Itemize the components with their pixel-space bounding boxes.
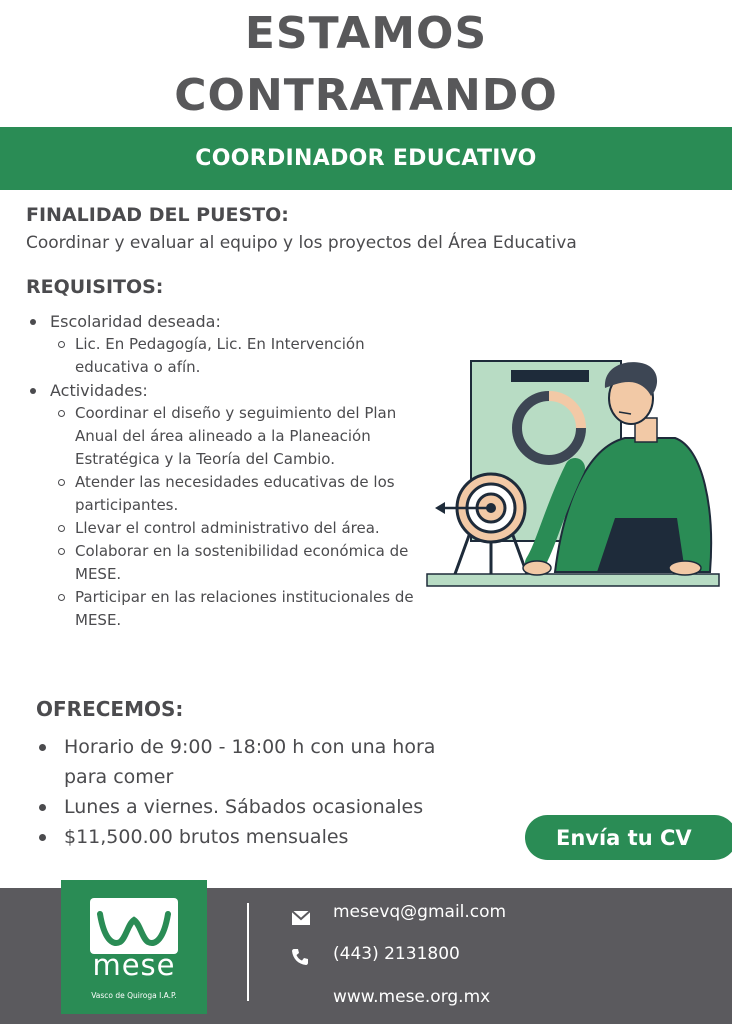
envelope-icon bbox=[291, 910, 311, 926]
logo-wordmark: mese bbox=[92, 948, 176, 982]
send-cv-button[interactable]: Envía tu CV bbox=[525, 815, 732, 860]
list-item: Coordinar el diseño y seguimiento del Plan Anual del área alineado a la Planeación Estratégica y la Teoría del Cambio. bbox=[26, 402, 426, 471]
mese-logo bbox=[61, 880, 207, 1014]
footer-divider bbox=[247, 903, 249, 1001]
headline-line-1: ESTAMOS bbox=[244, 8, 488, 59]
requirements-list bbox=[26, 310, 426, 632]
list-item: Horario de 9:00 - 18:00 h con una hora para comer bbox=[36, 732, 456, 792]
list-item: Atender las necesidades educativas de los participantes. bbox=[26, 471, 426, 517]
position-title: COORDINADOR EDUCATIVO bbox=[195, 146, 537, 171]
list-item: Colaborar en la sostenibilidad económica de MESE. bbox=[26, 540, 426, 586]
presentation-illustration bbox=[425, 358, 725, 590]
phone-icon bbox=[291, 948, 309, 966]
email-link[interactable]: mesevq@gmail.com bbox=[333, 902, 507, 922]
mese-logo-mark bbox=[90, 898, 178, 954]
list-item: Lic. En Pedagogía, Lic. En Intervención educativa o afín. bbox=[26, 333, 426, 379]
offer-heading: OFRECEMOS: bbox=[36, 697, 184, 721]
purpose-text: Coordinar y evaluar al equipo y los proyectos del Área Educativa bbox=[26, 233, 577, 253]
list-item: Llevar el control administrativo del área. bbox=[26, 517, 426, 540]
requirements-heading: REQUISITOS: bbox=[26, 276, 164, 298]
list-item: Escolaridad deseada: bbox=[26, 310, 426, 333]
list-item: Actividades: bbox=[26, 379, 426, 402]
list-item: Participar en las relaciones institucionales de MESE. bbox=[26, 586, 426, 632]
website-link[interactable]: www.mese.org.mx bbox=[333, 987, 491, 1007]
logo-subtitle: Vasco de Quiroga I.A.P. bbox=[91, 991, 177, 1000]
headline-line-2: CONTRATANDO bbox=[174, 70, 558, 121]
list-item: $11,500.00 brutos mensuales bbox=[36, 822, 506, 852]
offer-list bbox=[36, 732, 506, 852]
purpose-heading: FINALIDAD DEL PUESTO: bbox=[26, 204, 289, 226]
position-title-band bbox=[0, 127, 732, 190]
phone-number[interactable]: (443) 2131800 bbox=[333, 944, 460, 964]
list-item: Lunes a viernes. Sábados ocasionales bbox=[36, 792, 506, 822]
